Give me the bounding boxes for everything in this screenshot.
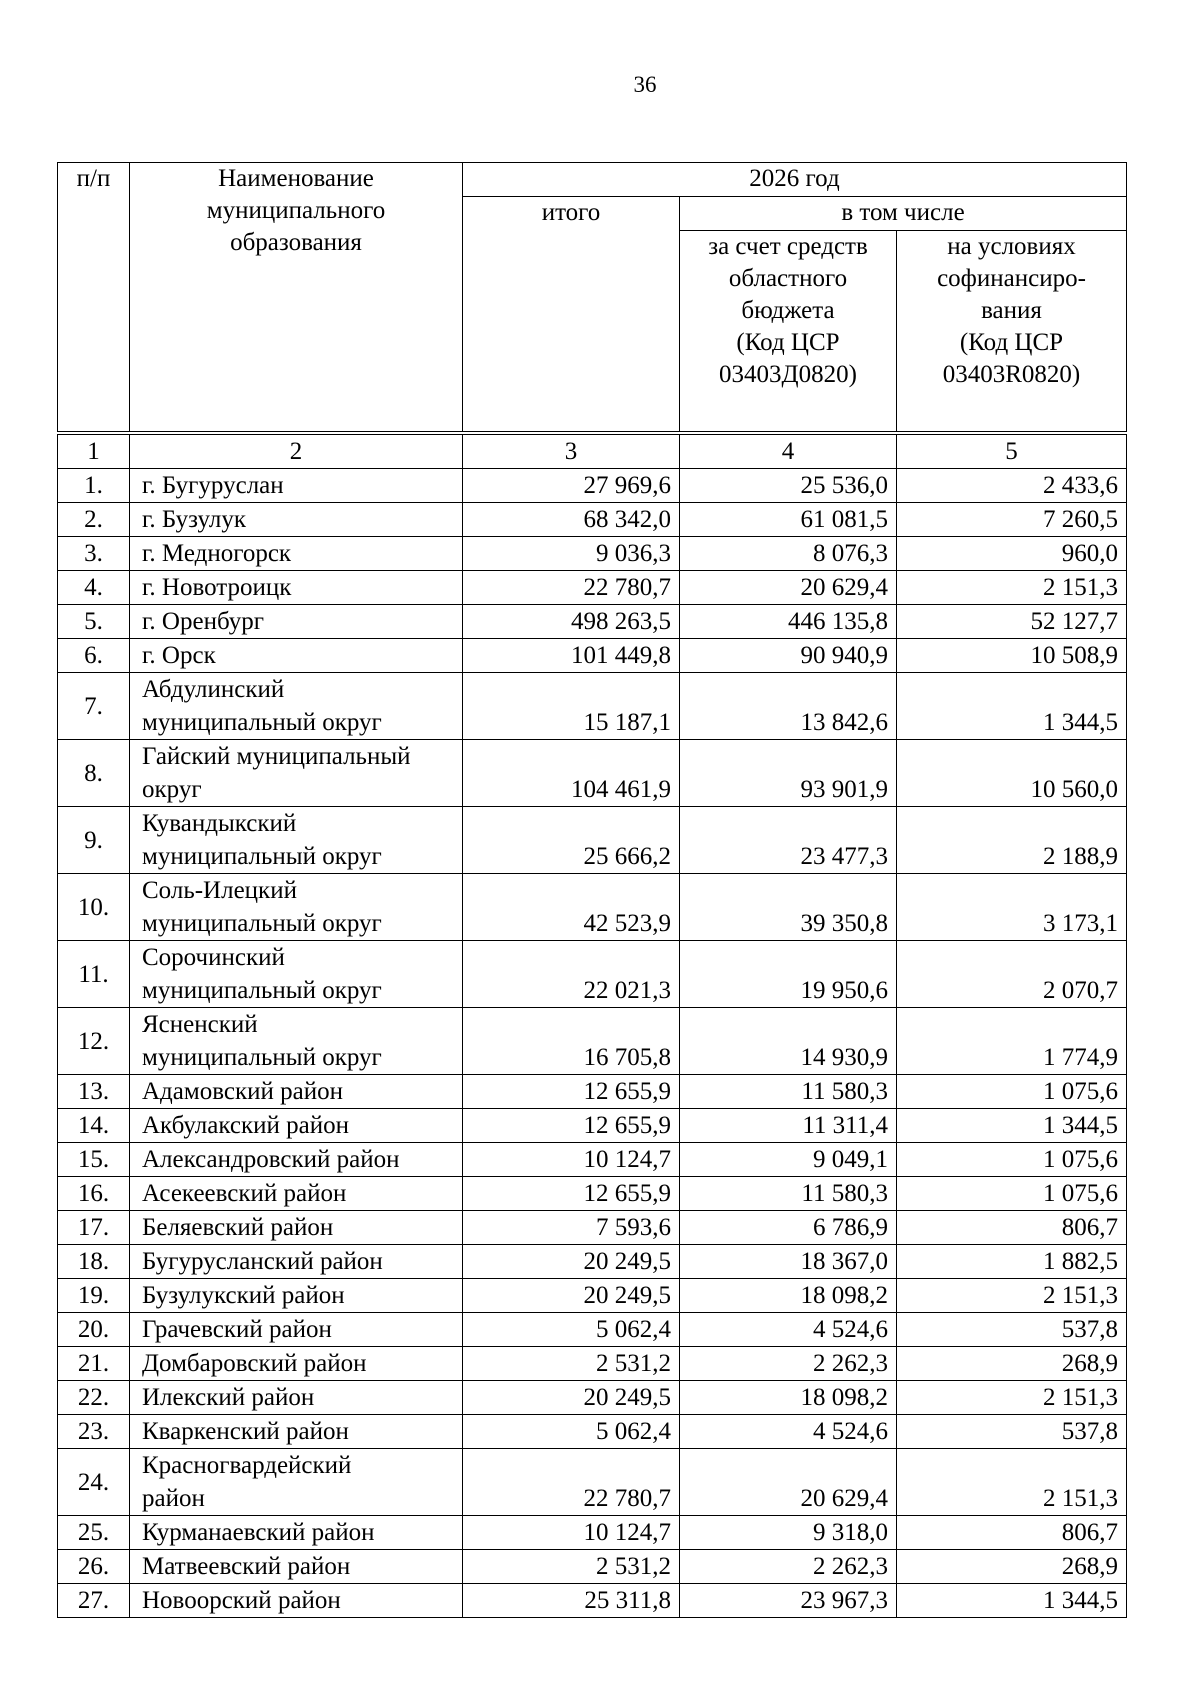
cofinancing-value: 2 151,3 xyxy=(897,1279,1127,1313)
total-value: 7 593,6 xyxy=(463,1211,680,1245)
municipality-name-line: муниципальный округ xyxy=(142,910,382,937)
cofinancing-value: 7 260,5 xyxy=(897,503,1127,537)
column-index: 1 xyxy=(58,435,130,469)
regional-budget-value: 6 786,9 xyxy=(680,1211,897,1245)
row-number: 10. xyxy=(58,874,130,941)
row-number: 1. xyxy=(58,469,130,503)
row-number: 20. xyxy=(58,1313,130,1347)
table-row xyxy=(58,571,1127,605)
row-number: 6. xyxy=(58,639,130,673)
table-row xyxy=(58,1550,1127,1584)
header-cofinancing xyxy=(897,231,1127,432)
regional-budget-value: 11 311,4 xyxy=(680,1109,897,1143)
header-year: 2026 год xyxy=(463,163,1127,197)
total-value: 10 124,7 xyxy=(463,1143,680,1177)
municipality-name xyxy=(130,874,463,941)
header-total: итого xyxy=(463,197,680,432)
column-index-row xyxy=(58,435,1127,469)
regional-budget-value: 13 842,6 xyxy=(680,673,897,740)
municipality-name-line: г. Орск xyxy=(142,642,216,669)
regional-budget-value: 19 950,6 xyxy=(680,941,897,1008)
municipality-name-line: Беляевский район xyxy=(142,1214,334,1241)
municipality-name-line: г. Медногорск xyxy=(142,540,292,567)
regional-budget-value: 90 940,9 xyxy=(680,639,897,673)
header-regional-line: (Код ЦСР xyxy=(736,329,840,356)
header-regional-line: 03403Д0820) xyxy=(719,361,857,388)
municipality-name xyxy=(130,673,463,740)
municipality-name xyxy=(130,807,463,874)
header-including: в том числе xyxy=(680,197,1127,231)
cofinancing-value: 537,8 xyxy=(897,1313,1127,1347)
cofinancing-value: 2 433,6 xyxy=(897,469,1127,503)
municipality-name xyxy=(130,1550,463,1584)
table-row xyxy=(58,1415,1127,1449)
cofinancing-value: 2 070,7 xyxy=(897,941,1127,1008)
table-row xyxy=(58,1313,1127,1347)
table-row xyxy=(58,1245,1127,1279)
row-number: 15. xyxy=(58,1143,130,1177)
municipality-name-line: Абдулинский xyxy=(142,676,285,703)
total-value: 5 062,4 xyxy=(463,1313,680,1347)
cofinancing-value: 52 127,7 xyxy=(897,605,1127,639)
regional-budget-value: 11 580,3 xyxy=(680,1075,897,1109)
municipality-name xyxy=(130,1109,463,1143)
regional-budget-value: 446 135,8 xyxy=(680,605,897,639)
total-value: 9 036,3 xyxy=(463,537,680,571)
table-row xyxy=(58,874,1127,941)
municipality-name xyxy=(130,1381,463,1415)
regional-budget-value: 18 098,2 xyxy=(680,1381,897,1415)
cofinancing-value: 960,0 xyxy=(897,537,1127,571)
municipality-name xyxy=(130,1245,463,1279)
regional-budget-value: 23 967,3 xyxy=(680,1584,897,1618)
regional-budget-value: 2 262,3 xyxy=(680,1550,897,1584)
cofinancing-value: 1 344,5 xyxy=(897,1584,1127,1618)
column-index: 4 xyxy=(680,435,897,469)
municipality-name-line: г. Бугуруслан xyxy=(142,472,284,499)
header-cofin-line: на условиях xyxy=(947,233,1076,260)
table-row xyxy=(58,673,1127,740)
row-number: 4. xyxy=(58,571,130,605)
regional-budget-value: 9 049,1 xyxy=(680,1143,897,1177)
table-row xyxy=(58,1279,1127,1313)
header-col-name: Наименование муниципального образования xyxy=(130,163,463,432)
table-row xyxy=(58,1109,1127,1143)
row-number: 27. xyxy=(58,1584,130,1618)
municipality-name-line: Бузулукский район xyxy=(142,1282,345,1309)
header-regional-line: областного xyxy=(728,265,848,292)
regional-budget-value: 4 524,6 xyxy=(680,1313,897,1347)
municipality-name xyxy=(130,571,463,605)
municipality-name xyxy=(130,1075,463,1109)
cofinancing-value: 3 173,1 xyxy=(897,874,1127,941)
cofinancing-value: 10 508,9 xyxy=(897,639,1127,673)
regional-budget-value: 20 629,4 xyxy=(680,571,897,605)
municipality-name-line: Гайский муниципальный xyxy=(142,743,411,770)
table-row xyxy=(58,537,1127,571)
total-value: 498 263,5 xyxy=(463,605,680,639)
municipality-name xyxy=(130,469,463,503)
municipality-name-line: Красногвардейский xyxy=(142,1452,352,1479)
column-index: 2 xyxy=(130,435,463,469)
municipality-name xyxy=(130,1449,463,1516)
table-row xyxy=(58,1584,1127,1618)
regional-budget-value: 8 076,3 xyxy=(680,537,897,571)
header-regional-line: за счет средств xyxy=(708,233,868,260)
municipality-name-line: Александровский район xyxy=(142,1146,400,1173)
cofinancing-value: 806,7 xyxy=(897,1211,1127,1245)
total-value: 104 461,9 xyxy=(463,740,680,807)
table-row xyxy=(58,1143,1127,1177)
municipality-name-line: Соль-Илецкий xyxy=(142,877,297,904)
cofinancing-value: 268,9 xyxy=(897,1347,1127,1381)
total-value: 5 062,4 xyxy=(463,1415,680,1449)
regional-budget-value: 93 901,9 xyxy=(680,740,897,807)
total-value: 16 705,8 xyxy=(463,1008,680,1075)
table-row xyxy=(58,1075,1127,1109)
municipality-name-line: Домбаровский район xyxy=(142,1350,367,1377)
municipality-name-line: муниципальный округ xyxy=(142,977,382,1004)
row-number: 24. xyxy=(58,1449,130,1516)
table-header xyxy=(57,162,1127,432)
table-row xyxy=(58,469,1127,503)
table-row xyxy=(58,605,1127,639)
row-number: 8. xyxy=(58,740,130,807)
total-value: 15 187,1 xyxy=(463,673,680,740)
cofinancing-value: 1 075,6 xyxy=(897,1177,1127,1211)
municipality-name-line: г. Новотроицк xyxy=(142,574,292,601)
header-col-num: п/п xyxy=(58,163,130,432)
municipality-name xyxy=(130,1143,463,1177)
header-cofin-line: (Код ЦСР xyxy=(959,329,1064,356)
municipality-name-line: Илекский район xyxy=(142,1384,315,1411)
municipality-name xyxy=(130,1008,463,1075)
cofinancing-value: 537,8 xyxy=(897,1415,1127,1449)
municipality-name xyxy=(130,1211,463,1245)
regional-budget-value: 25 536,0 xyxy=(680,469,897,503)
cofinancing-value: 2 188,9 xyxy=(897,807,1127,874)
municipality-name-line: Кувандыкский xyxy=(142,810,297,837)
row-number: 23. xyxy=(58,1415,130,1449)
total-value: 2 531,2 xyxy=(463,1347,680,1381)
municipality-name-line: муниципальный округ xyxy=(142,843,382,870)
regional-budget-value: 4 524,6 xyxy=(680,1415,897,1449)
cofinancing-value: 1 344,5 xyxy=(897,673,1127,740)
cofinancing-value: 2 151,3 xyxy=(897,1449,1127,1516)
table-row xyxy=(58,639,1127,673)
municipality-name xyxy=(130,1347,463,1381)
header-regional-line: бюджета xyxy=(741,297,835,324)
table-row xyxy=(58,740,1127,807)
row-number: 25. xyxy=(58,1516,130,1550)
cofinancing-value: 2 151,3 xyxy=(897,1381,1127,1415)
municipality-name-line: Акбулакский район xyxy=(142,1112,349,1139)
header-cofin-line: вания xyxy=(981,297,1042,324)
total-value: 20 249,5 xyxy=(463,1279,680,1313)
municipality-name-line: Ясненский xyxy=(142,1011,258,1038)
row-number: 7. xyxy=(58,673,130,740)
total-value: 20 249,5 xyxy=(463,1245,680,1279)
cofinancing-value: 1 344,5 xyxy=(897,1109,1127,1143)
row-number: 22. xyxy=(58,1381,130,1415)
municipality-name-line: Адамовский район xyxy=(142,1078,343,1105)
municipality-name xyxy=(130,503,463,537)
municipality-name-line: г. Оренбург xyxy=(142,608,264,635)
total-value: 25 311,8 xyxy=(463,1584,680,1618)
cofinancing-value: 1 882,5 xyxy=(897,1245,1127,1279)
column-index: 5 xyxy=(897,435,1127,469)
table-row xyxy=(58,1211,1127,1245)
total-value: 25 666,2 xyxy=(463,807,680,874)
total-value: 12 655,9 xyxy=(463,1075,680,1109)
municipality-name-line: г. Бузулук xyxy=(142,506,247,533)
table-row xyxy=(58,1008,1127,1075)
total-value: 68 342,0 xyxy=(463,503,680,537)
row-number: 11. xyxy=(58,941,130,1008)
regional-budget-value: 39 350,8 xyxy=(680,874,897,941)
municipality-name xyxy=(130,1279,463,1313)
cofinancing-value: 2 151,3 xyxy=(897,571,1127,605)
header-cofin-line: 03403R0820) xyxy=(942,361,1081,388)
row-number: 3. xyxy=(58,537,130,571)
regional-budget-value: 20 629,4 xyxy=(680,1449,897,1516)
table-row xyxy=(58,1177,1127,1211)
header-cofin-line: софинансиро- xyxy=(937,265,1086,292)
row-number: 13. xyxy=(58,1075,130,1109)
page-number: 36 xyxy=(633,72,657,97)
table-row xyxy=(58,503,1127,537)
municipality-name-line: Бугурусланский район xyxy=(142,1248,383,1275)
row-number: 18. xyxy=(58,1245,130,1279)
total-value: 22 021,3 xyxy=(463,941,680,1008)
regional-budget-value: 18 367,0 xyxy=(680,1245,897,1279)
municipality-name xyxy=(130,740,463,807)
municipality-name-line: муниципальный округ xyxy=(142,709,382,736)
data-table xyxy=(57,434,1127,1618)
cofinancing-value: 1 774,9 xyxy=(897,1008,1127,1075)
total-value: 12 655,9 xyxy=(463,1177,680,1211)
municipality-name-line: Новоорский район xyxy=(142,1587,341,1614)
total-value: 42 523,9 xyxy=(463,874,680,941)
column-index: 3 xyxy=(463,435,680,469)
regional-budget-value: 9 318,0 xyxy=(680,1516,897,1550)
municipality-name-line: Курманаевский район xyxy=(142,1519,375,1546)
total-value: 12 655,9 xyxy=(463,1109,680,1143)
row-number: 21. xyxy=(58,1347,130,1381)
table-row xyxy=(58,807,1127,874)
municipality-name xyxy=(130,1415,463,1449)
row-number: 19. xyxy=(58,1279,130,1313)
municipality-name xyxy=(130,639,463,673)
table-row xyxy=(58,1516,1127,1550)
municipality-name xyxy=(130,1313,463,1347)
row-number: 17. xyxy=(58,1211,130,1245)
municipality-name-line: Грачевский район xyxy=(142,1316,332,1343)
regional-budget-value: 14 930,9 xyxy=(680,1008,897,1075)
municipality-name-line: Асекеевский район xyxy=(142,1180,347,1207)
total-value: 22 780,7 xyxy=(463,1449,680,1516)
total-value: 20 249,5 xyxy=(463,1381,680,1415)
total-value: 22 780,7 xyxy=(463,571,680,605)
cofinancing-value: 1 075,6 xyxy=(897,1075,1127,1109)
total-value: 27 969,6 xyxy=(463,469,680,503)
municipality-name xyxy=(130,941,463,1008)
table-row xyxy=(58,1449,1127,1516)
regional-budget-value: 18 098,2 xyxy=(680,1279,897,1313)
header-regional-budget xyxy=(680,231,897,432)
municipality-name xyxy=(130,1584,463,1618)
row-number: 16. xyxy=(58,1177,130,1211)
cofinancing-value: 806,7 xyxy=(897,1516,1127,1550)
municipality-name-line: Сорочинский xyxy=(142,944,285,971)
cofinancing-value: 1 075,6 xyxy=(897,1143,1127,1177)
regional-budget-value: 2 262,3 xyxy=(680,1347,897,1381)
table-row xyxy=(58,1381,1127,1415)
municipality-name-line: муниципальный округ xyxy=(142,1044,382,1071)
cofinancing-value: 268,9 xyxy=(897,1550,1127,1584)
municipality-name-line: округ xyxy=(142,776,202,803)
municipality-name-line: Матвеевский район xyxy=(142,1553,351,1580)
row-number: 9. xyxy=(58,807,130,874)
regional-budget-value: 11 580,3 xyxy=(680,1177,897,1211)
total-value: 101 449,8 xyxy=(463,639,680,673)
row-number: 2. xyxy=(58,503,130,537)
row-number: 26. xyxy=(58,1550,130,1584)
total-value: 10 124,7 xyxy=(463,1516,680,1550)
row-number: 5. xyxy=(58,605,130,639)
regional-budget-value: 61 081,5 xyxy=(680,503,897,537)
municipality-name xyxy=(130,1516,463,1550)
municipality-name-line: Кваркенский район xyxy=(142,1418,349,1445)
municipality-name xyxy=(130,1177,463,1211)
regional-budget-value: 23 477,3 xyxy=(680,807,897,874)
row-number: 12. xyxy=(58,1008,130,1075)
table-row xyxy=(58,941,1127,1008)
cofinancing-value: 10 560,0 xyxy=(897,740,1127,807)
table-row xyxy=(58,1347,1127,1381)
row-number: 14. xyxy=(58,1109,130,1143)
municipality-name xyxy=(130,537,463,571)
municipality-name-line: район xyxy=(142,1485,205,1512)
total-value: 2 531,2 xyxy=(463,1550,680,1584)
municipality-name xyxy=(130,605,463,639)
